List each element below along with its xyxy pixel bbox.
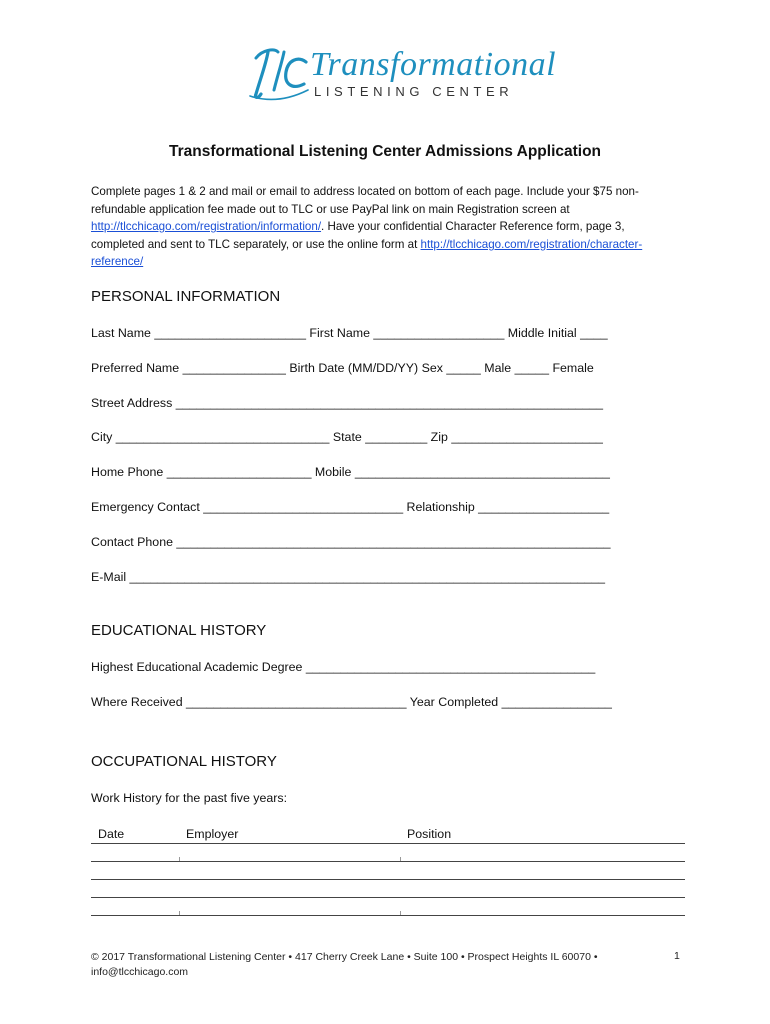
page-number: 1 [674,950,680,962]
street-address-row[interactable]: Street Address ______________________________________________________________ [91,396,603,410]
character-reference-link[interactable]: http://tlcchicago.com/registration/character-reference/ [91,237,643,269]
logo-subtitle: LISTENING CENTER [314,84,514,99]
work-history-label: Work History for the past five years: [91,791,288,805]
where-received-row[interactable]: Where Received ________________________________ Year Completed ________________ [91,695,612,709]
highest-degree-row[interactable]: Highest Educational Academic Degree __________________________________________ [91,660,596,674]
page-footer: © 2017 Transformational Listening Center • 417 Cherry Creek Lane • Suite 100 • Prospect Heights IL 60070 • info@tlcchicago.com [91,951,598,978]
last-name-row[interactable]: Last Name ______________________ First Name ___________________ Middle Initial ____ [91,326,608,340]
table-row[interactable] [91,861,685,862]
contact-phone-row[interactable]: Contact Phone _______________________________________________________________ [91,535,611,549]
table-row[interactable] [91,897,685,898]
email-row[interactable]: E-Mail _____________________________________________________________________ [91,570,606,584]
occupation-heading: OCCUPATIONAL HISTORY [91,753,277,770]
personal-info-heading: PERSONAL INFORMATION [91,288,281,305]
intro-text-2: . Have your confidential Character Reference form, page 3, completed and sent to TLC separately, or use the online form at [91,220,625,251]
phone-row[interactable]: Home Phone _____________________ Mobile _____________________________________ [91,465,610,479]
intro-text-1: Complete pages 1 & 2 and mail or email to address located on bottom of each page. Include your $75 non-refundable application fee made out to TLC or use PayPal link on main Registration screen at [91,185,639,216]
table-row[interactable] [91,879,685,880]
cell-divider [400,857,401,861]
city-state-zip-row[interactable]: City _______________________________ State _________ Zip ______________________ [91,430,603,444]
tlc-logo [248,44,557,106]
preferred-name-row[interactable]: Preferred Name _______________ Birth Date (MM/DD/YY) Sex _____ Male _____ Female [91,361,594,375]
cell-divider [400,911,401,915]
emergency-contact-row[interactable]: Emergency Contact _____________________________ Relationship ___________________ [91,500,610,514]
column-header-position: Position [407,827,452,841]
table-row[interactable] [91,843,685,844]
document-title: Transformational Listening Center Admissions Application [168,143,602,160]
cell-divider [179,911,180,915]
cell-divider [179,857,180,861]
logo-wordmark: Transformational [310,46,557,83]
intro-paragraph [91,183,671,271]
registration-info-link[interactable]: http://tlcchicago.com/registration/information/ [91,220,322,234]
education-heading: EDUCATIONAL HISTORY [91,622,267,639]
column-header-employer: Employer [186,827,239,841]
column-header-date: Date [98,827,125,841]
table-row[interactable] [91,915,685,916]
tlc-logo-mark-icon [248,44,310,102]
